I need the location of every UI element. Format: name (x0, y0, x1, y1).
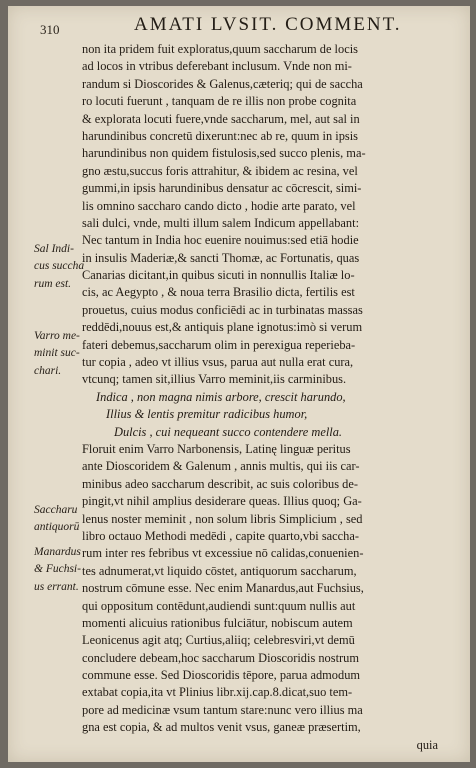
text-line: & explorata locuti fuere,vnde saccharum, mel, aut sal in (82, 111, 360, 126)
text-line: Leonicenus agit atq; Curtius,aliiq; celebresviri,vt demū (82, 633, 355, 648)
text-line: ante Dioscoridem & Galenum , annis multis, qui iis car- (82, 459, 360, 474)
text-line: gna est copia, & ad multos venit vsus, ganeæ præsertim, (82, 720, 361, 735)
text-line: minibus adeo saccharum describit, ac suis coloribus de- (82, 476, 358, 491)
text-line: momenti alicuius rationibus fulciātur, nobiscum autem (82, 615, 353, 630)
text-line: in insulis Maderiæ,& sancti Thomæ, ac Fortunatis, quas (82, 250, 360, 265)
text-line: rum inter res febribus vt excessiue nō calidas,conuenien- (82, 546, 364, 561)
text-line: Canarias dicitant,in quibus sicuti in nonnullis Italiæ lo- (82, 268, 355, 283)
text-line: ro locuti fuerunt , tanquam de re illis non probe cognita (82, 94, 357, 109)
text-line: gno æstu,succus foris attrahitur, & ibidem ac resina, vel (82, 163, 358, 178)
margin-note-line: Manardus (34, 546, 81, 558)
running-head: AMATI LVSIT. COMMENT. (134, 14, 402, 35)
text-line: pingit,vt nihil amplius desiderare queas. Illius quoq; Ga- (82, 494, 362, 509)
text-line: cis, ac Aegypto , & noua terra Brasilio dicta, fertilis est (82, 285, 355, 300)
text-line: qui oppositum contēdunt,audiendi sunt:quum nullis aut (82, 598, 356, 613)
text-line: lenus noster meminit , non solum libris Simplicium , sed (82, 511, 363, 526)
text-line: ad locos in vtribus deferebant inclusum. Vnde non mi- (82, 59, 352, 74)
catchword: quia (416, 737, 438, 752)
margin-note-line: Sal Indi- (34, 243, 74, 255)
text-line: harundinibus non quidem fistulosis,sed succo plenis, ma- (82, 146, 366, 161)
text-line: sali dulci, vnde, multi illum salem Indicum appellabant: (82, 215, 360, 230)
text-line: tur copia , adeo vt illius vsus, parua aut nulla erat cura, (82, 355, 354, 370)
text-line: nostrum cōmune esse. Nec enim Manardus,aut Fuchsius, (82, 581, 364, 596)
margin-note-line: antiquorū (34, 521, 80, 534)
body-text (82, 41, 438, 754)
text-line: pore ad medicinæ vsum tantum stare:nunc vero illius ma (82, 702, 363, 717)
text-line: Floruit enim Varro Narbonensis, Latinę linguæ peritus (82, 441, 351, 456)
text-line: non ita pridem fuit exploratus,quum saccharum de locis (82, 42, 358, 56)
text-line: reddēdi,nouus est,& antiquis plane ignotus:imò si verum (82, 320, 363, 335)
text-line: vtcunq; tamen sit,illius Varro meminit,iis carminibus. (82, 372, 347, 387)
margin-note-line: chari. (34, 364, 62, 377)
text-line: Nec tantum in India hoc euenire nouimus:sed etiā hodie (82, 233, 359, 248)
text-line: prouetus, cuius modus conficiēdi ac in turbinatas massas (82, 302, 363, 317)
margin-note-line: us errant. (34, 580, 79, 593)
margin-note-line: minit suc- (34, 347, 80, 360)
text-line: commune esse. Sed Dioscoridis tēpore, parua admodum (82, 668, 361, 683)
text-line: tes adnumerat,vt liquido cōstet, antiquorum saccharum, (82, 563, 357, 578)
margin-note-line: & Fuchsi- (34, 563, 81, 576)
text-line: libro octauo Methodi medēdi , capite quarto,vbi saccha- (82, 528, 359, 543)
text-line: extabat copia,ita vt Plinius libr.xij.cap.8.dicat,suo tem- (82, 685, 353, 700)
page-number: 310 (40, 22, 60, 37)
text-line: lis omnino saccharo cando dicto , hodie arte parato, vel (82, 198, 356, 213)
margin-note-line: rum est. (34, 277, 72, 290)
text-line: gummi,in ipsis harundinibus densatur ac cōcrescit, simi- (82, 181, 362, 196)
text-line: concludere debeam,hoc saccharum Dioscoridis nostrum (82, 650, 359, 665)
verse-line: Indica , non magna nimis arbore, crescit harundo, (96, 389, 346, 404)
margin-note-line: Saccharu (34, 504, 78, 516)
verse-line: Illius & lentis premitur radicibus humor, (106, 407, 308, 422)
page-header (38, 14, 458, 40)
verse-line: Dulcis , cui nequeant succo contendere mella. (114, 424, 343, 439)
text-line: harundinibus concretū dixerunt:nec ab re, quum in ipsis (82, 128, 358, 143)
margin-note-line: Varro me- (34, 330, 80, 342)
book-page (8, 6, 470, 762)
margin-note-line: cus succha (34, 260, 85, 273)
text-line: fateri debemus,saccharum olim in perexigua reperieba- (82, 337, 356, 352)
text-line: randum si Dioscorides & Galenus,cæteriq; qui de saccha (82, 76, 363, 91)
